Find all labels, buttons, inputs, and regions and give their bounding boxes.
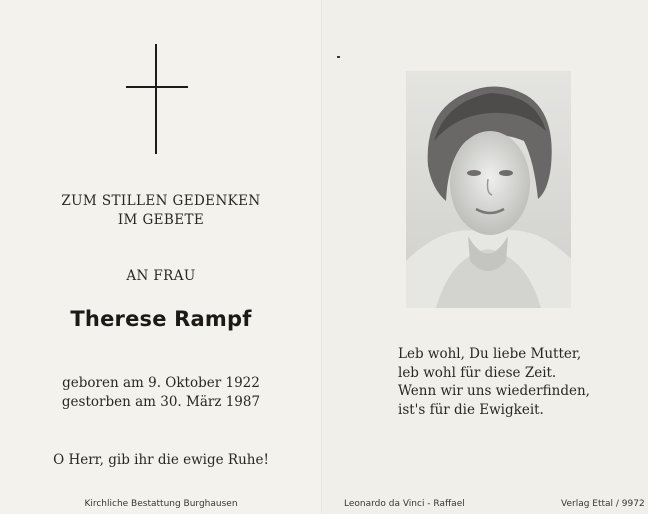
deceased-name: Therese Rampf (70, 307, 252, 331)
heading-line-1: ZUM STILLEN GEDENKEN (61, 193, 261, 209)
footer-artwork-credit: Leonardo da Vinci - Raffael (344, 499, 465, 509)
prayer-line: O Herr, gib ihr die ewige Ruhe! (53, 452, 269, 468)
verse-line: leb wohl für diese Zeit. (398, 365, 557, 381)
footer-undertaker: Kirchliche Bestattung Burghausen (84, 499, 238, 509)
birth-date: geboren am 9. Oktober 1922 (62, 375, 260, 391)
death-date: gestorben am 30. März 1987 (61, 394, 261, 410)
portrait-photo (406, 71, 571, 308)
salutation: AN FRAU (126, 268, 196, 284)
cross-icon (126, 44, 188, 156)
print-speck (337, 56, 340, 58)
card-fold (321, 0, 323, 514)
verse-line: Wenn wir uns wiederfinden, (398, 383, 590, 399)
verse-line: ist's für die Ewigkeit. (398, 402, 544, 418)
footer-publisher: Verlag Ettal / 9972 (561, 499, 645, 509)
heading-line-2: IM GEBETE (117, 212, 205, 228)
verse-line: Leb wohl, Du liebe Mutter, (398, 346, 582, 362)
